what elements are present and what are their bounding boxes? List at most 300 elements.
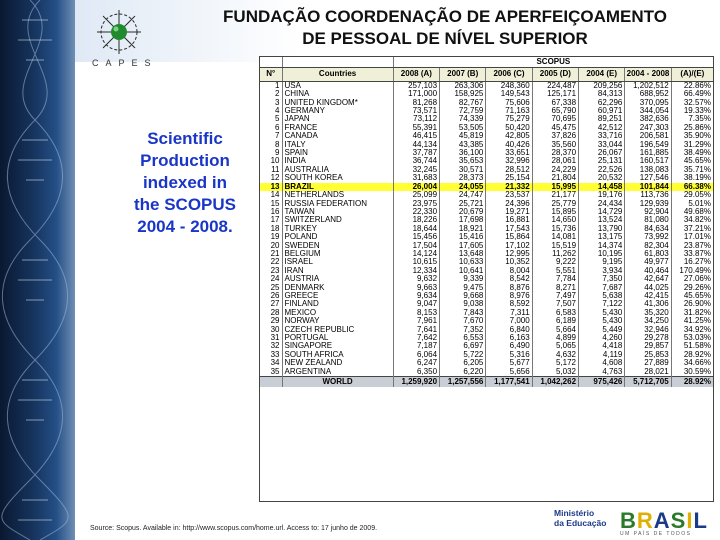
country-cell: SPAIN: [282, 149, 393, 157]
table-row: [260, 233, 713, 241]
value-cell: 25,154: [486, 174, 532, 182]
value-cell: 31.29%: [683, 140, 711, 149]
rank-cell: 26: [260, 292, 282, 300]
rank-cell: 2: [260, 90, 282, 98]
rank-cell: 6: [260, 124, 282, 132]
value-cell: 18,226: [393, 216, 439, 224]
value-cell: 129,939: [625, 200, 671, 208]
rank-cell: 4: [260, 107, 282, 115]
value-cell: 7,843: [440, 309, 486, 317]
value-cell: 31.82%: [683, 308, 711, 317]
value-cell: 35,320: [625, 309, 671, 317]
value-cell: 23.87%: [683, 241, 711, 250]
rank-cell: 35: [260, 368, 282, 377]
value-cell: 4,632: [532, 351, 578, 359]
value-cell: 18,644: [393, 225, 439, 233]
table-row: [260, 132, 713, 140]
value-cell: 73,992: [625, 233, 671, 241]
value-cell: 30,571: [440, 166, 486, 174]
value-cell: 43,385: [440, 141, 486, 149]
value-cell: 55,391: [393, 124, 439, 132]
value-cell: 9,038: [440, 300, 486, 308]
value-cell: 6,163: [486, 334, 532, 342]
value-cell: 7,670: [440, 317, 486, 325]
value-cell: 29.26%: [683, 283, 711, 292]
rank-cell: 10: [260, 157, 282, 165]
rank-cell: 1: [260, 81, 282, 90]
column-header: 2005 (D): [532, 68, 578, 81]
country-cell: BELGIUM: [282, 250, 393, 258]
value-cell: 45,475: [532, 124, 578, 132]
value-cell: 7,642: [393, 334, 439, 342]
table-row: [260, 166, 713, 174]
value-cell: 82,304: [625, 242, 671, 250]
country-cell: SOUTH KOREA: [282, 174, 393, 182]
rank-cell: 24: [260, 275, 282, 283]
value-cell: 33,716: [579, 132, 625, 140]
value-cell: 28,021: [625, 368, 671, 377]
value-cell: 8,153: [393, 309, 439, 317]
table-row: [260, 157, 713, 165]
value-cell: 15,519: [532, 242, 578, 250]
rank-cell: 22: [260, 258, 282, 266]
rank-cell: 28: [260, 309, 282, 317]
value-cell: 7,507: [532, 300, 578, 308]
value-cell: 19,271: [486, 208, 532, 216]
value-cell: 30.59%: [683, 367, 711, 376]
value-cell: 161,885: [625, 149, 671, 157]
country-cell: RUSSIA FEDERATION: [282, 200, 393, 208]
value-cell: 4,119: [579, 351, 625, 359]
value-cell: 89,251: [579, 115, 625, 123]
rank-cell: 17: [260, 216, 282, 224]
value-cell: 17,698: [440, 216, 486, 224]
value-cell: 206,581: [625, 132, 671, 140]
rank-cell: 3: [260, 99, 282, 107]
value-cell: 15,416: [440, 233, 486, 241]
rank-cell: 30: [260, 326, 282, 334]
value-cell: 17.01%: [683, 233, 711, 242]
value-cell: 5,551: [532, 267, 578, 275]
value-cell: 263,306: [440, 81, 486, 90]
value-cell: 344,054: [625, 107, 671, 115]
value-cell: 224,487: [532, 81, 578, 90]
value-cell: 84,634: [625, 225, 671, 233]
value-cell: 46,415: [393, 132, 439, 140]
value-cell: 28,373: [440, 174, 486, 182]
country-cell: INDIA: [282, 157, 393, 165]
value-cell: 7,961: [393, 317, 439, 325]
table-row: [260, 342, 713, 350]
value-cell: 4,418: [579, 342, 625, 350]
value-cell: 42,415: [625, 292, 671, 300]
brasil-letter: S: [670, 508, 687, 533]
value-cell: 4,608: [579, 359, 625, 367]
value-cell: 42,805: [486, 132, 532, 140]
value-cell: 14,729: [579, 208, 625, 216]
column-header: Countries: [282, 68, 393, 81]
country-cell: AUSTRALIA: [282, 166, 393, 174]
rank-cell: 21: [260, 250, 282, 258]
column-header: 2004 (E): [579, 68, 625, 81]
brasil-letter: I: [686, 508, 694, 533]
caption-line: Production: [140, 151, 230, 170]
value-cell: 61,803: [625, 250, 671, 258]
country-cell: POLAND: [282, 233, 393, 241]
value-cell: 37,787: [393, 149, 439, 157]
value-cell: 13,524: [579, 216, 625, 224]
value-cell: 35,560: [532, 141, 578, 149]
table-header-spacer: [260, 57, 282, 68]
value-cell: 36,100: [440, 149, 486, 157]
table-row: [260, 183, 713, 191]
value-cell: 3,934: [579, 267, 625, 275]
value-cell: 32,245: [393, 166, 439, 174]
value-cell: 10,641: [440, 267, 486, 275]
value-cell: 42,647: [625, 275, 671, 283]
value-cell: 28,512: [486, 166, 532, 174]
value-cell: 6,697: [440, 342, 486, 350]
value-cell: 26.90%: [683, 300, 711, 309]
value-cell: 66.38%: [671, 183, 713, 191]
value-cell: 7,187: [393, 342, 439, 350]
rank-cell: 7: [260, 132, 282, 140]
value-cell: 20,679: [440, 208, 486, 216]
brasil-logo: [620, 510, 720, 540]
value-cell: 8,004: [486, 267, 532, 275]
value-cell: 49,977: [625, 258, 671, 266]
capes-logo-text: CAPES: [92, 58, 158, 68]
value-cell: 4,763: [579, 368, 625, 377]
value-cell: 35,653: [440, 157, 486, 165]
caption-line: Scientific: [147, 129, 223, 148]
value-cell: 6,553: [440, 334, 486, 342]
value-cell: 125,171: [532, 90, 578, 98]
value-cell: 45.65%: [683, 157, 711, 166]
value-cell: 10,615: [393, 258, 439, 266]
value-cell: 6,350: [393, 368, 439, 377]
country-cell: JAPAN: [282, 115, 393, 123]
table-row: [260, 174, 713, 182]
value-cell: 257,103: [393, 81, 439, 90]
value-cell: 9,663: [393, 284, 439, 292]
value-cell: 8,592: [486, 300, 532, 308]
table-row: [260, 351, 713, 359]
ministerio-line-2: da Educação: [554, 518, 607, 528]
value-cell: 15,456: [393, 233, 439, 241]
value-cell: 72,759: [440, 107, 486, 115]
title-line-1: FUNDAÇÃO COORDENAÇÃO DE APERFEIÇOAMENTO: [223, 7, 667, 26]
rank-cell: 25: [260, 284, 282, 292]
country-cell: NORWAY: [282, 317, 393, 325]
value-cell: 17,504: [393, 242, 439, 250]
value-cell: 73,571: [393, 107, 439, 115]
value-cell: 60,971: [579, 107, 625, 115]
value-cell: 33.87%: [683, 249, 711, 258]
value-cell: 6,064: [393, 351, 439, 359]
value-cell: 38.19%: [683, 174, 711, 183]
value-cell: 15,895: [532, 208, 578, 216]
dna-decoration: [0, 0, 75, 540]
value-cell: 82,767: [440, 99, 486, 107]
country-cell: GERMANY: [282, 107, 393, 115]
value-cell: 9,632: [393, 275, 439, 283]
ministerio-line-1: Ministério: [554, 508, 595, 518]
value-cell: 7,784: [532, 275, 578, 283]
table-row: [260, 284, 713, 292]
value-cell: 34.92%: [683, 325, 711, 334]
value-cell: 5,172: [532, 359, 578, 367]
value-cell: 75,279: [486, 115, 532, 123]
rank-cell: 9: [260, 149, 282, 157]
table-body: [260, 81, 713, 376]
rank-cell: 14: [260, 191, 282, 199]
value-cell: 6,840: [486, 326, 532, 334]
table-row: [260, 250, 713, 258]
world-label-cell: WORLD: [282, 377, 393, 388]
dna-helix-icon: [0, 0, 75, 540]
column-header: 2008 (A): [393, 68, 439, 81]
value-cell: 25,853: [625, 351, 671, 359]
country-cell: FRANCE: [282, 124, 393, 132]
country-cell: ISRAEL: [282, 258, 393, 266]
value-cell: 21,177: [532, 191, 578, 199]
value-cell: 8,542: [486, 275, 532, 283]
value-cell: 84,313: [579, 90, 625, 98]
value-cell: 44,134: [393, 141, 439, 149]
value-cell: 5,677: [486, 359, 532, 367]
caption-line: indexed in: [142, 173, 228, 192]
table-row: [260, 292, 713, 300]
value-cell: 62,296: [579, 99, 625, 107]
value-cell: 8,976: [486, 292, 532, 300]
value-cell: 75,606: [486, 99, 532, 107]
value-cell: 41,306: [625, 300, 671, 308]
caption-line: the SCOPUS: [133, 195, 237, 214]
value-cell: 13,648: [440, 250, 486, 258]
value-cell: 7,350: [579, 275, 625, 283]
value-cell: 247,303: [625, 124, 671, 132]
country-cell: PORTUGAL: [282, 334, 393, 342]
value-cell: 9,634: [393, 292, 439, 300]
value-cell: 50,420: [486, 124, 532, 132]
column-header: 2007 (B): [440, 68, 486, 81]
value-cell: 6,189: [532, 317, 578, 325]
table-row: [260, 326, 713, 334]
world-total-row: [260, 377, 713, 388]
value-cell: 23,537: [486, 191, 532, 199]
country-cell: SWEDEN: [282, 242, 393, 250]
value-cell: 7,497: [532, 292, 578, 300]
country-cell: SOUTH AFRICA: [282, 351, 393, 359]
slide-caption: [115, 128, 255, 238]
value-cell: 38.49%: [683, 149, 711, 158]
value-cell: 149,543: [486, 90, 532, 98]
rank-cell: 18: [260, 225, 282, 233]
column-header: (A)/(E): [671, 68, 713, 81]
value-cell: 26,067: [579, 149, 625, 157]
rank-cell: 12: [260, 174, 282, 182]
value-cell: 9,047: [393, 300, 439, 308]
value-cell: 170.49%: [679, 266, 711, 275]
table-row: [260, 309, 713, 317]
value-cell: 5,656: [486, 368, 532, 377]
value-cell: 49.68%: [683, 207, 711, 216]
value-cell: 8,876: [486, 284, 532, 292]
country-cell: ARGENTINA: [282, 368, 393, 377]
value-cell: 113,736: [625, 191, 671, 199]
value-cell: 25.86%: [683, 123, 711, 132]
value-cell: 370,095: [625, 99, 671, 107]
value-cell: 9,195: [579, 258, 625, 266]
country-cell: BRAZIL: [282, 183, 393, 191]
value-cell: 209,256: [579, 81, 625, 90]
value-cell: 382,636: [625, 115, 671, 123]
value-cell: 160,517: [625, 157, 671, 165]
value-cell: 138,083: [625, 166, 671, 174]
table-row: [260, 267, 713, 275]
value-cell: 7,687: [579, 284, 625, 292]
value-cell: 67,338: [532, 99, 578, 107]
table-row: [260, 225, 713, 233]
country-cell: GREECE: [282, 292, 393, 300]
value-cell: 7,641: [393, 326, 439, 334]
value-cell: 101,844: [625, 183, 671, 191]
value-cell: 22,330: [393, 208, 439, 216]
brasil-wordmark: [620, 510, 720, 532]
value-cell: 71,163: [486, 107, 532, 115]
brasil-letter: R: [636, 508, 654, 533]
world-value-cell: 28.92%: [671, 377, 713, 388]
value-cell: 28.92%: [683, 350, 711, 359]
country-cell: AUSTRIA: [282, 275, 393, 283]
world-value-cell: 1,042,262: [532, 377, 578, 388]
value-cell: 15,864: [486, 233, 532, 241]
value-cell: 27.06%: [683, 275, 711, 284]
value-cell: 44,025: [625, 284, 671, 292]
scopus-table: [260, 57, 713, 387]
value-cell: 14,124: [393, 250, 439, 258]
value-cell: 14,081: [532, 233, 578, 241]
country-cell: CZECH REPUBLIC: [282, 326, 393, 334]
country-cell: SINGAPORE: [282, 342, 393, 350]
value-cell: 66.49%: [683, 90, 711, 99]
table-row: [260, 99, 713, 107]
table-row: [260, 124, 713, 132]
value-cell: 23,975: [393, 200, 439, 208]
rank-cell: 27: [260, 300, 282, 308]
country-cell: SWITZERLAND: [282, 216, 393, 224]
rank-cell: 23: [260, 267, 282, 275]
value-cell: 9,222: [532, 258, 578, 266]
value-cell: 53,505: [440, 124, 486, 132]
value-cell: 5.01%: [688, 199, 711, 208]
scopus-table-container: [259, 56, 714, 502]
scopus-group-header: SCOPUS: [393, 57, 713, 68]
value-cell: 5,449: [579, 326, 625, 334]
table-header-spacer: [282, 57, 393, 68]
value-cell: 45.65%: [683, 291, 711, 300]
rank-cell: 15: [260, 200, 282, 208]
country-cell: UNITED KINGDOM*: [282, 99, 393, 107]
world-value-cell: 975,426: [579, 377, 625, 388]
country-cell: DENMARK: [282, 284, 393, 292]
rank-cell: 19: [260, 233, 282, 241]
value-cell: 28,370: [532, 149, 578, 157]
value-cell: 4,260: [579, 334, 625, 342]
table-column-header-row: [260, 68, 713, 81]
value-cell: 6,205: [440, 359, 486, 367]
table-row: [260, 317, 713, 325]
value-cell: 5,664: [532, 326, 578, 334]
value-cell: 41.25%: [683, 317, 711, 326]
value-cell: 171,000: [393, 90, 439, 98]
value-cell: 16,881: [486, 216, 532, 224]
value-cell: 74,339: [440, 115, 486, 123]
table-row: [260, 359, 713, 367]
country-cell: CHINA: [282, 90, 393, 98]
column-header: N°: [260, 68, 282, 81]
value-cell: 248,360: [486, 81, 532, 90]
value-cell: 12,995: [486, 250, 532, 258]
rank-cell: 20: [260, 242, 282, 250]
table-row: [260, 81, 713, 90]
value-cell: 15,736: [532, 225, 578, 233]
value-cell: 24,434: [579, 200, 625, 208]
value-cell: 73,112: [393, 115, 439, 123]
page-title: [170, 6, 720, 50]
value-cell: 26,004: [393, 183, 439, 191]
title-line-2: DE PESSOAL DE NÍVEL SUPERIOR: [302, 29, 588, 48]
country-cell: MEXICO: [282, 309, 393, 317]
brasil-letter: B: [620, 508, 637, 533]
value-cell: 32.57%: [683, 98, 711, 107]
value-cell: 24,229: [532, 166, 578, 174]
value-cell: 40,464: [625, 267, 671, 275]
world-value-cell: 5,712,705: [625, 377, 671, 388]
value-cell: 24,055: [440, 183, 486, 191]
value-cell: 51.58%: [683, 342, 711, 351]
table-row: [260, 200, 713, 208]
world-value-cell: 1,177,541: [486, 377, 532, 388]
table-row: [260, 258, 713, 266]
country-cell: NETHERLANDS: [282, 191, 393, 199]
world-value-cell: 1,257,556: [440, 377, 486, 388]
value-cell: 40,426: [486, 141, 532, 149]
country-cell: IRAN: [282, 267, 393, 275]
value-cell: 28,061: [532, 157, 578, 165]
value-cell: 9,668: [440, 292, 486, 300]
value-cell: 127,546: [625, 174, 671, 182]
value-cell: 65,790: [532, 107, 578, 115]
value-cell: 22,526: [579, 166, 625, 174]
value-cell: 25,779: [532, 200, 578, 208]
value-cell: 32,996: [486, 157, 532, 165]
capes-logo-icon: [82, 6, 157, 62]
value-cell: 19.33%: [683, 107, 711, 116]
rank-cell: 13: [260, 183, 282, 191]
table-row: [260, 115, 713, 123]
value-cell: 17,102: [486, 242, 532, 250]
value-cell: 25,099: [393, 191, 439, 199]
country-cell: TURKEY: [282, 225, 393, 233]
value-cell: 13,175: [579, 233, 625, 241]
value-cell: 21,332: [486, 183, 532, 191]
value-cell: 18,921: [440, 225, 486, 233]
country-cell: CANADA: [282, 132, 393, 140]
value-cell: 17,605: [440, 242, 486, 250]
country-cell: TAIWAN: [282, 208, 393, 216]
